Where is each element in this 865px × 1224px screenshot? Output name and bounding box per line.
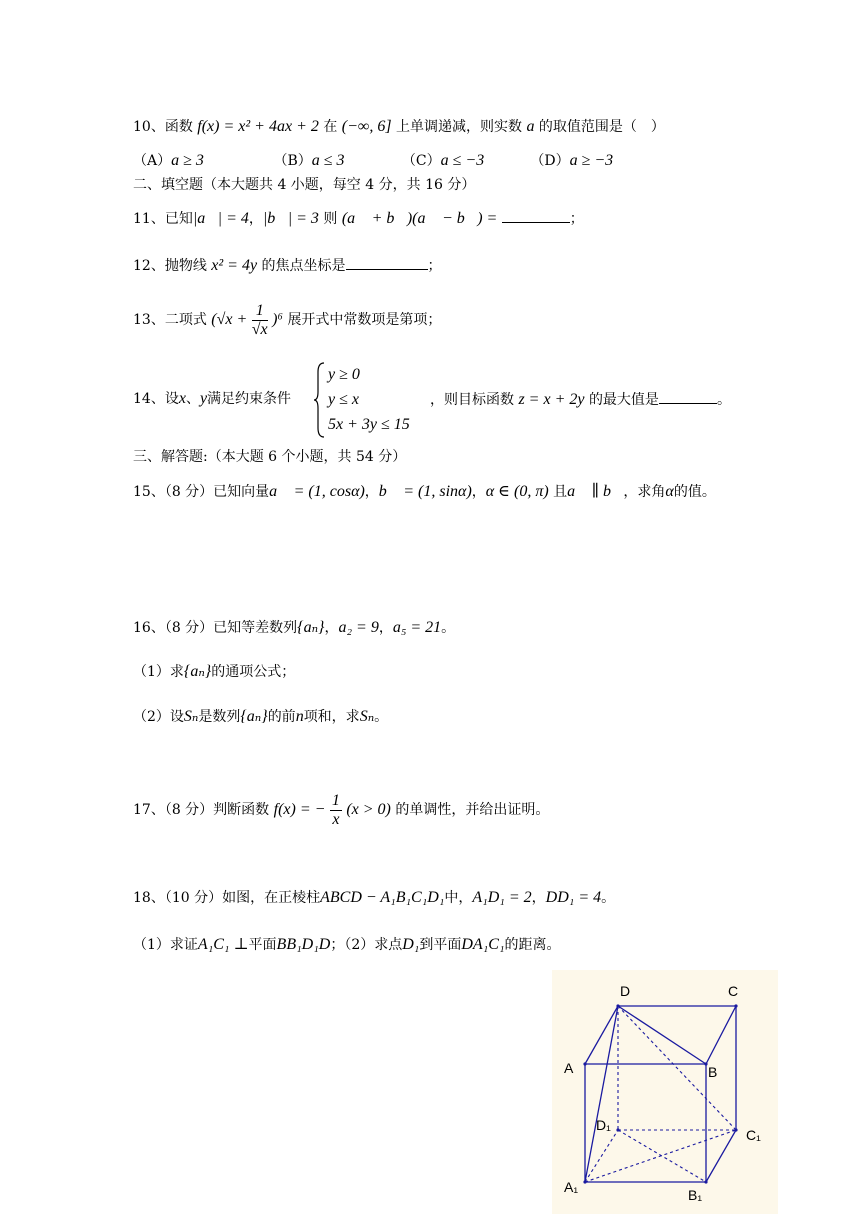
hidden-d1b1: [618, 1130, 706, 1182]
section-3-heading: 三、解答题:（本大题 6 个小题，共 54 分）: [133, 449, 407, 465]
label-d1: D₁: [596, 1117, 611, 1133]
q10-options: [133, 151, 613, 171]
q11-answer-blank: [502, 208, 570, 223]
q13-fraction: $\frac{1}{√x}$: [251, 301, 268, 338]
label-d: D: [620, 983, 631, 999]
q18: 18、（10 分）如图，在正棱柱ABCD − A₁B₁C₁D₁中，A₁D₁ = 2，DD₁ = 4。: [133, 889, 616, 906]
label-a1: A₁: [564, 1179, 579, 1195]
label-b: B: [708, 1064, 718, 1080]
prism-figure: [552, 970, 778, 1214]
q11: 11、已知|a⃗| = 4，|b⃗| = 3 则 (a⃗ + b⃗)(a⃗ − b⃗) = ；: [133, 210, 584, 227]
hidden-a1c1: [585, 1130, 736, 1182]
q16-part2: （2）设Sₙ是数列{aₙ}的前n项和，求Sₙ。: [133, 708, 389, 725]
q10-function: f(x) = x² + 4ax + 2: [197, 118, 319, 135]
label-b1: B₁: [688, 1187, 703, 1203]
q14-brace: [314, 362, 326, 438]
edge-cb: [706, 1006, 736, 1064]
q13: 13、二项式 (√x + $\frac{1}{√x}$ )⁶ 展开式中常数项是第项；: [133, 301, 442, 338]
label-c1: C₁: [746, 1127, 761, 1143]
q16-part1: （1）求{aₙ}的通项公式；: [133, 663, 296, 680]
q12: 12、抛物线 x² = 4y 的焦点坐标是 ；: [133, 257, 442, 274]
option-b: （B）a ≤ 3: [273, 152, 345, 169]
hidden-dc1: [618, 1006, 736, 1130]
edge-db: [618, 1006, 706, 1064]
q17: 17、（8 分）判断函数 f(x) = − $\frac{1}{x}$ (x > 0) 的单调性，并给出证明。: [133, 791, 550, 828]
prism-diagram: [552, 970, 778, 1214]
q14-constraints: y ≥ 0 y ≤ x 5x + 3y ≤ 15: [328, 366, 410, 433]
q15: 15、（8 分）已知向量a⃗ = (1, cosα)，b⃗ = (1, sinα)，α ∈ (0, π) 且a⃗ ∥ b⃗，求角α的值。: [133, 483, 716, 500]
option-c: （C）a ≤ −3: [401, 152, 485, 169]
section-2-heading: 二、填空题（本大题共 4 小题，每空 4 分，共 16 分）: [133, 177, 476, 193]
q17-fraction: $\frac{1}{x}$: [331, 791, 340, 828]
q12-answer-blank: [346, 255, 428, 270]
q10-interval: (−∞, 6]: [341, 118, 392, 135]
q14-objective: ，则目标函数 z = x + 2y 的最大值是 。: [430, 391, 731, 408]
q10-stem: 10、函数 f(x) = x² + 4ax + 2 在 (−∞, 6] 上单调递减，则实数 a 的取值范围是（ ）: [133, 118, 665, 135]
q16: 16、（8 分）已知等差数列{aₙ}，a₂ = 9，a₅ = 21。: [133, 619, 456, 636]
q18-parts: （1）求证A₁C₁ ⊥平面BB₁D₁D；（2）求点D₁到平面DA₁C₁的距离。: [133, 936, 561, 953]
q14-answer-blank: [659, 389, 717, 404]
edge-b1c1: [706, 1130, 736, 1182]
option-d: （D）a ≥ −3: [530, 152, 614, 169]
option-a: （A）a ≥ 3: [133, 152, 204, 169]
label-c: C: [728, 983, 739, 999]
label-a: A: [564, 1060, 574, 1076]
q14: 14、设x、y满足约束条件: [133, 390, 292, 407]
